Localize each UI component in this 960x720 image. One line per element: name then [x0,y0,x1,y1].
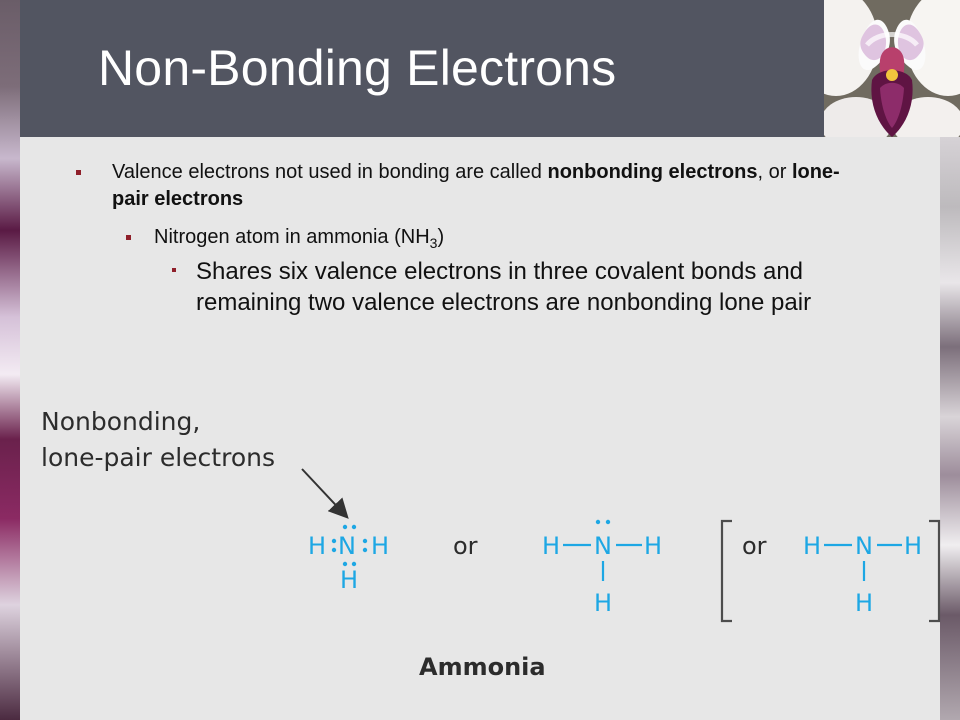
hydrogen-atom-bottom: H [594,589,613,617]
bond-line-ammonia-with-lone-pair [542,520,662,617]
lewis-dot-ammonia [308,525,389,594]
lone-pair-label: lone-pair electrons [41,443,275,472]
nitrogen-atom: N [855,532,873,560]
or-label: or [453,532,478,560]
orchid-photo [824,0,960,137]
arrow-icon [302,469,346,516]
bullet-text: Nitrogen atom in ammonia (NH [154,226,430,248]
lone-pair-dot [606,520,610,524]
or-label: or [742,532,767,560]
hydrogen-atom-bottom: H [340,566,359,594]
bond-line-ammonia-without-lone-pair [803,532,922,617]
hydrogen-atom-left: H [308,532,327,560]
lone-pair-dot [596,520,600,524]
bonding-electron-dot [363,539,367,543]
right-bracket-icon [929,521,939,621]
bullet-text: , or [757,161,792,183]
title-bar [20,0,824,137]
bonding-electron-dot [352,562,356,566]
bullet-text: Valence electrons not used in bonding are called [112,161,548,183]
diagram-caption: Ammonia [419,653,546,681]
lone-pair-dot [343,525,347,529]
ammonia-lewis-structure-diagram [20,137,940,720]
hydrogen-atom-bottom: H [855,589,874,617]
orchid-photo-graphic [824,0,960,137]
nonbonding-label: Nonbonding, [41,407,201,436]
left-bracket-icon [722,521,732,621]
bonding-electron-dot [332,539,336,543]
nitrogen-atom: N [338,532,356,560]
slide-title: Non-Bonding Electrons [98,40,617,96]
bullet-text: ) [437,226,445,248]
bullet-shared-electrons: Shares six valence electrons in three covalent bonds and remaining two valence electrons are nonbonding lone pair [196,258,812,316]
nitrogen-atom: N [594,532,612,560]
bonding-electron-dot [332,548,336,552]
bold-term-nonbonding-electrons: nonbonding electrons [547,161,758,183]
subscript-three: 3 [429,235,438,251]
hydrogen-atom-left: H [803,532,822,560]
hydrogen-atom-right: H [371,532,390,560]
hydrogen-atom-right: H [644,532,663,560]
hydrogen-atom-left: H [542,532,561,560]
bonding-electron-dot [343,562,347,566]
bonding-electron-dot [363,548,367,552]
bold-term-lone-pair-electrons: lone-pair electrons [112,161,840,210]
lone-pair-dot [352,525,356,529]
hydrogen-atom-right: H [904,532,923,560]
